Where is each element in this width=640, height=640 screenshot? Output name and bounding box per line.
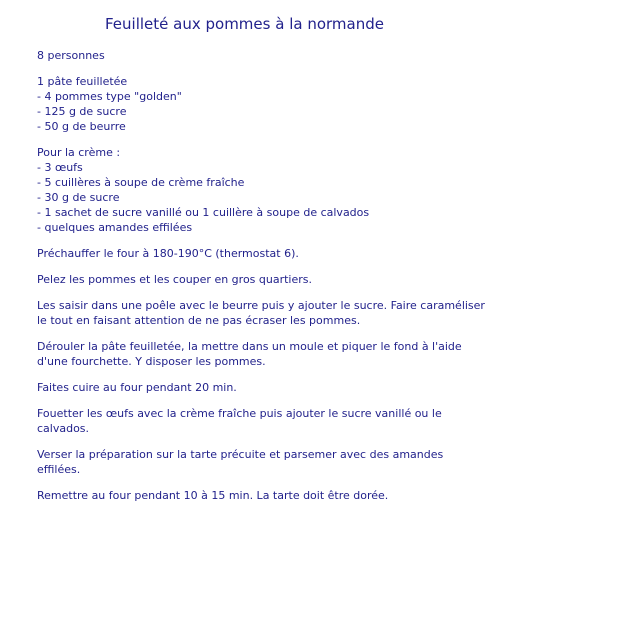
ingredient-line: - 50 g de beurre — [37, 120, 126, 133]
ingredients-list — [37, 74, 447, 134]
ingredient-line: - 125 g de sucre — [37, 105, 127, 118]
step-paragraph: Dérouler la pâte feuilletée, la mettre dans un moule et piquer le fond à l'aide d'une fourchette. Y disposer les pommes. — [37, 340, 462, 368]
cream-ingredient-line: - 30 g de sucre — [37, 191, 120, 204]
step-paragraph: Fouetter les œufs avec la crème fraîche puis ajouter le sucre vanillé ou le calvados. — [37, 407, 442, 435]
step-paragraph: Pelez les pommes et les couper en gros quartiers. — [37, 273, 312, 286]
recipe-title: Feuilleté aux pommes à la normande — [105, 15, 384, 33]
cream-ingredient-line: - 3 œufs — [37, 161, 83, 174]
cream-ingredient-line: - 5 cuillères à soupe de crème fraîche — [37, 176, 245, 189]
step-paragraph: Verser la préparation sur la tarte précuite et parsemer avec des amandes effilées. — [37, 448, 444, 476]
cream-ingredients-list — [37, 145, 447, 235]
step-paragraph: Préchauffer le four à 180-190°C (thermostat 6). — [37, 247, 299, 260]
cream-ingredient-line: - quelques amandes effilées — [37, 221, 193, 234]
step-paragraph: Les saisir dans une poêle avec le beurre puis y ajouter le sucre. Faire caraméliser le tout en faisant attention de ne pas écraser les pommes. — [37, 299, 485, 327]
servings: 8 personnes — [37, 49, 105, 62]
ingredient-line: 1 pâte feuilletée — [37, 75, 128, 88]
step-paragraph: Remettre au four pendant 10 à 15 min. La tarte doit être dorée. — [37, 489, 389, 502]
step-paragraph: Faites cuire au four pendant 20 min. — [37, 381, 237, 394]
recipe-body — [37, 48, 485, 514]
cream-heading: Pour la crème : — [37, 146, 121, 159]
cream-ingredient-line: - 1 sachet de sucre vanillé ou 1 cuillère à soupe de calvados — [37, 206, 370, 219]
ingredient-line: - 4 pommes type "golden" — [37, 90, 182, 103]
